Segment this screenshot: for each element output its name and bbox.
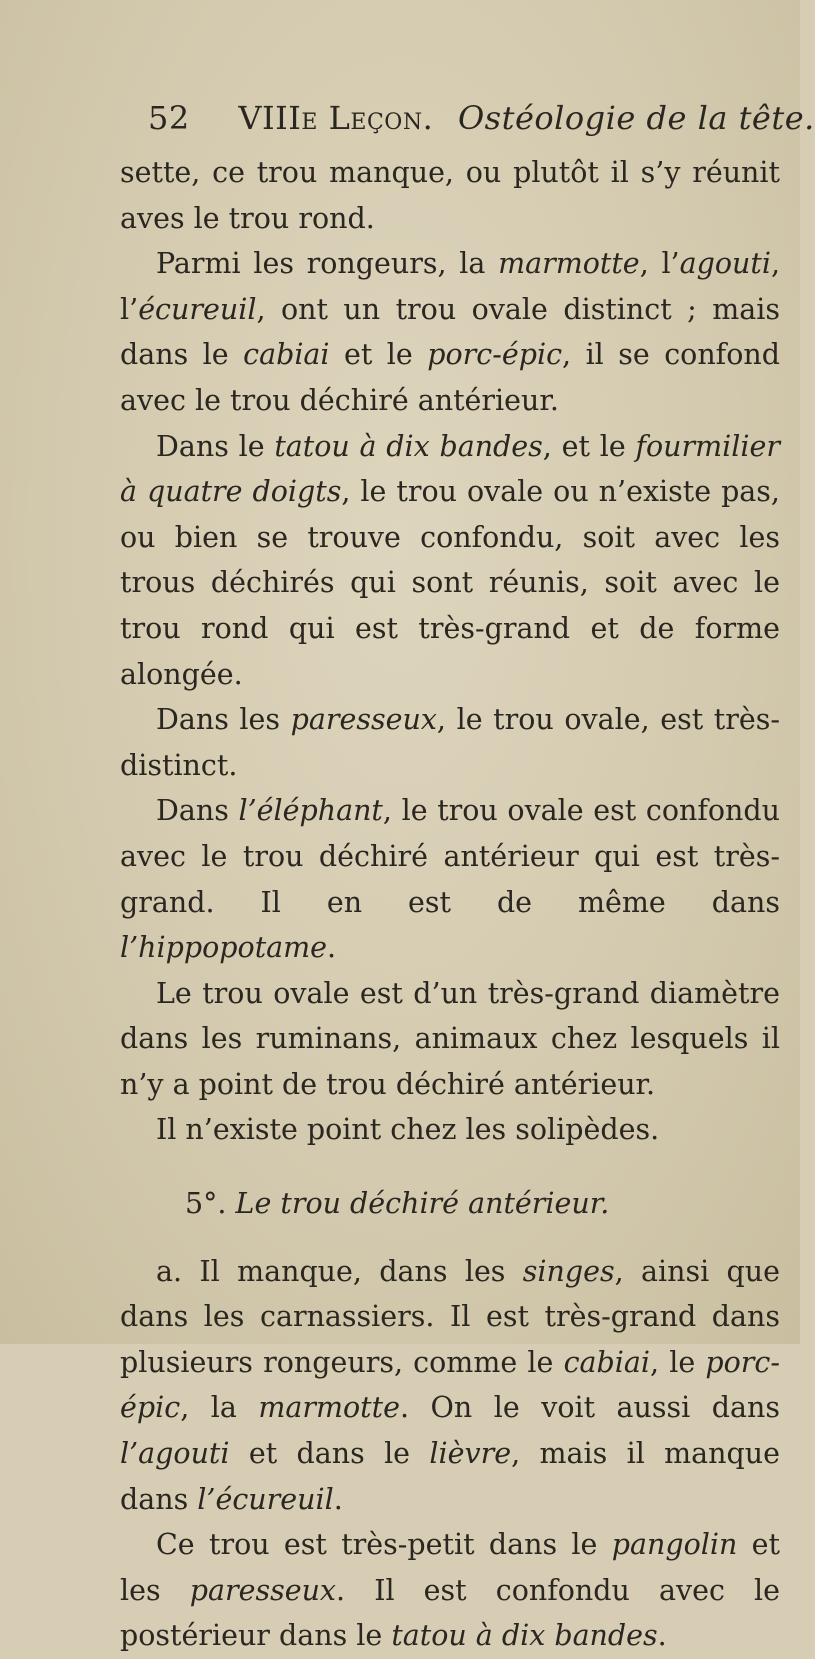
italic-term: cabiai — [563, 1345, 650, 1379]
text-run: Parmi les rongeurs, la — [156, 247, 499, 281]
chapter-subject: Ostéologie de la tête. — [457, 99, 815, 137]
paragraph — [120, 424, 780, 698]
italic-term: agouti — [679, 247, 771, 281]
italic-term: porc-épic — [120, 1345, 780, 1425]
paragraph — [120, 150, 780, 241]
lesson-title: VIIIe Leçon. — [238, 99, 434, 137]
text-run: , l’ — [120, 247, 781, 326]
text-run: a. Il manque, dans les — [156, 1254, 523, 1288]
text-run: et dans le — [229, 1437, 430, 1471]
italic-term: fourmilier à quatre doigts — [120, 429, 780, 509]
text-run: Il n’existe point chez les solipèdes. — [156, 1113, 660, 1147]
text-run: . — [657, 1619, 667, 1653]
text-run: , ainsi que dans les carnassiers. Il est très-grand dans plusieurs rongeurs, comme le — [120, 1254, 780, 1379]
text-run: Dans — [156, 794, 239, 828]
text-run: et le — [329, 338, 428, 372]
paragraph — [120, 971, 780, 1108]
paragraph — [120, 1522, 780, 1659]
paragraph — [120, 1249, 780, 1523]
paragraph — [120, 241, 780, 423]
italic-term: marmotte — [498, 247, 640, 281]
text-run: , l’ — [639, 247, 680, 281]
text-run: . — [327, 931, 337, 965]
text-run: sette, ce trou manque, ou plutôt il s’y réunit aves le trou rond. — [120, 156, 780, 235]
text-run: Dans les — [156, 703, 291, 737]
italic-term: Le trou déchiré antérieur. — [235, 1187, 610, 1221]
italic-term: l’hippopotame — [120, 931, 328, 965]
italic-term: écureuil — [138, 292, 257, 326]
italic-term: singes — [522, 1254, 615, 1288]
text-run: , il se confond avec le trou déchiré antérieur. — [120, 338, 780, 417]
text-run: , le — [649, 1345, 706, 1379]
text-run: Le trou ovale est d’un très-grand diamètre dans les ruminans, animaux chez lesquels il n’y a point de trou déchiré antérieur. — [120, 976, 780, 1101]
text-run: . — [333, 1482, 343, 1516]
text-run: et les — [120, 1528, 780, 1607]
italic-term: pangolin — [611, 1528, 738, 1562]
text-run: , le trou ovale, est très-distinct. — [120, 703, 780, 782]
text-run: , ont un trou ovale distinct ; mais dans le — [120, 292, 780, 372]
italic-term: porc-épic — [427, 338, 563, 372]
text-run: . Il est confondu avec le postérieur dans le — [120, 1573, 781, 1653]
text-run: Ce trou est très-petit dans le — [156, 1528, 612, 1562]
italic-term: l’éléphant — [238, 794, 383, 828]
italic-term: tatou à dix bandes — [274, 429, 543, 463]
text-run: 5°. — [185, 1187, 236, 1221]
italic-term: tatou à dix bandes — [391, 1619, 658, 1653]
italic-term: l’agouti — [120, 1437, 230, 1471]
text-run: , et le — [542, 429, 636, 463]
italic-term: paresseux — [189, 1573, 337, 1607]
italic-term: cabiai — [243, 338, 330, 372]
italic-term: l’écureuil — [197, 1482, 334, 1516]
page-number: 52 — [148, 99, 190, 137]
text-run: , la — [180, 1391, 259, 1425]
text-run: , le trou ovale ou n’existe pas, ou bien se trouve confondu, soit avec les trous déchirés qui sont réunis, soit avec le trou rond qui est très-grand et de forme alongée. — [120, 475, 780, 691]
paragraph — [120, 1107, 780, 1153]
paragraph — [120, 697, 780, 788]
paragraph — [120, 788, 780, 970]
running-header — [148, 98, 815, 138]
text-body — [120, 150, 780, 1659]
section-heading — [120, 1181, 780, 1227]
text-run: Dans le — [156, 429, 275, 463]
italic-term: paresseux — [290, 703, 437, 737]
text-run: , le trou ovale est confondu avec le trou déchiré antérieur qui est très-grand. Il en est de même dans — [120, 794, 780, 919]
italic-term: lièvre — [429, 1437, 512, 1471]
text-run: , mais il manque dans — [120, 1437, 780, 1516]
text-run: . On le voit aussi dans — [399, 1391, 780, 1425]
italic-term: marmotte — [258, 1391, 400, 1425]
